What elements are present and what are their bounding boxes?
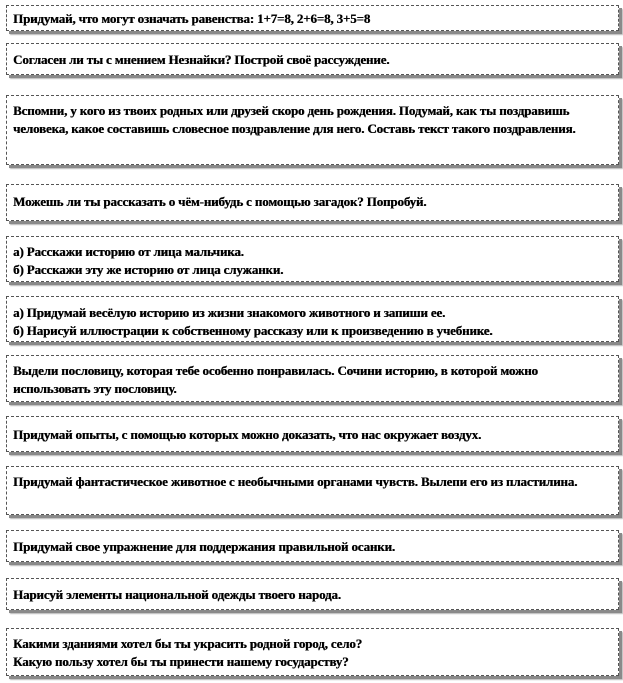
task-card-2 xyxy=(6,43,619,75)
task-card-6 xyxy=(6,296,619,342)
task-text-12: Какими зданиями хотел бы ты украсить родной город, село? Какую пользу хотел бы ты принести нашему государству? xyxy=(13,636,362,669)
task-card-7 xyxy=(6,355,619,402)
task-text-9: Придумай фантастическое животное с необычными органами чувств. Вылепи его из пластилина. xyxy=(13,474,578,489)
task-text-8: Придумай опыты, с помощью которых можно доказать, что нас окружает воздух. xyxy=(13,427,482,442)
task-text-3: Вспомни, у кого из твоих родных или друзей скоро день рождения. Подумай, как ты поздравишь человека, какое составишь словесное поздравление для него. Составь текст такого поздравления. xyxy=(13,103,576,136)
task-text-4: Можешь ли ты рассказать о чём-нибудь с помощью загадок? Попробуй. xyxy=(13,194,427,209)
task-text-7: Выдели пословицу, которая тебе особенно понравилась. Сочини историю, в которой можно использовать эту пословицу. xyxy=(13,363,538,396)
task-card-11 xyxy=(6,578,619,610)
task-text-10: Придумай свое упражнение для поддержания правильной осанки. xyxy=(13,539,395,554)
task-card-3 xyxy=(6,95,619,165)
task-card-9 xyxy=(6,466,619,515)
task-card-12 xyxy=(6,628,619,676)
task-card-5 xyxy=(6,236,619,282)
task-card-1 xyxy=(6,5,619,31)
task-card-10 xyxy=(6,530,619,562)
task-text-11: Нарисуй элементы национальной одежды твоего народа. xyxy=(13,587,341,602)
task-card-4 xyxy=(6,184,619,221)
task-text-1: Придумай, что могут означать равенства: 1+7=8, 2+6=8, 3+5=8 xyxy=(13,11,371,26)
task-text-6: а) Придумай весёлую историю из жизни знакомого животного и запиши ее. б) Нарисуй иллюстрации к собственному рассказу или к произведению в учебнике. xyxy=(13,305,493,338)
task-text-5: а) Расскажи историю от лица мальчика. б) Расскажи эту же историю от лица служанки. xyxy=(13,244,284,277)
task-card-8 xyxy=(6,416,619,452)
task-text-2: Согласен ли ты с мнением Незнайки? Построй своё рассуждение. xyxy=(13,52,390,67)
